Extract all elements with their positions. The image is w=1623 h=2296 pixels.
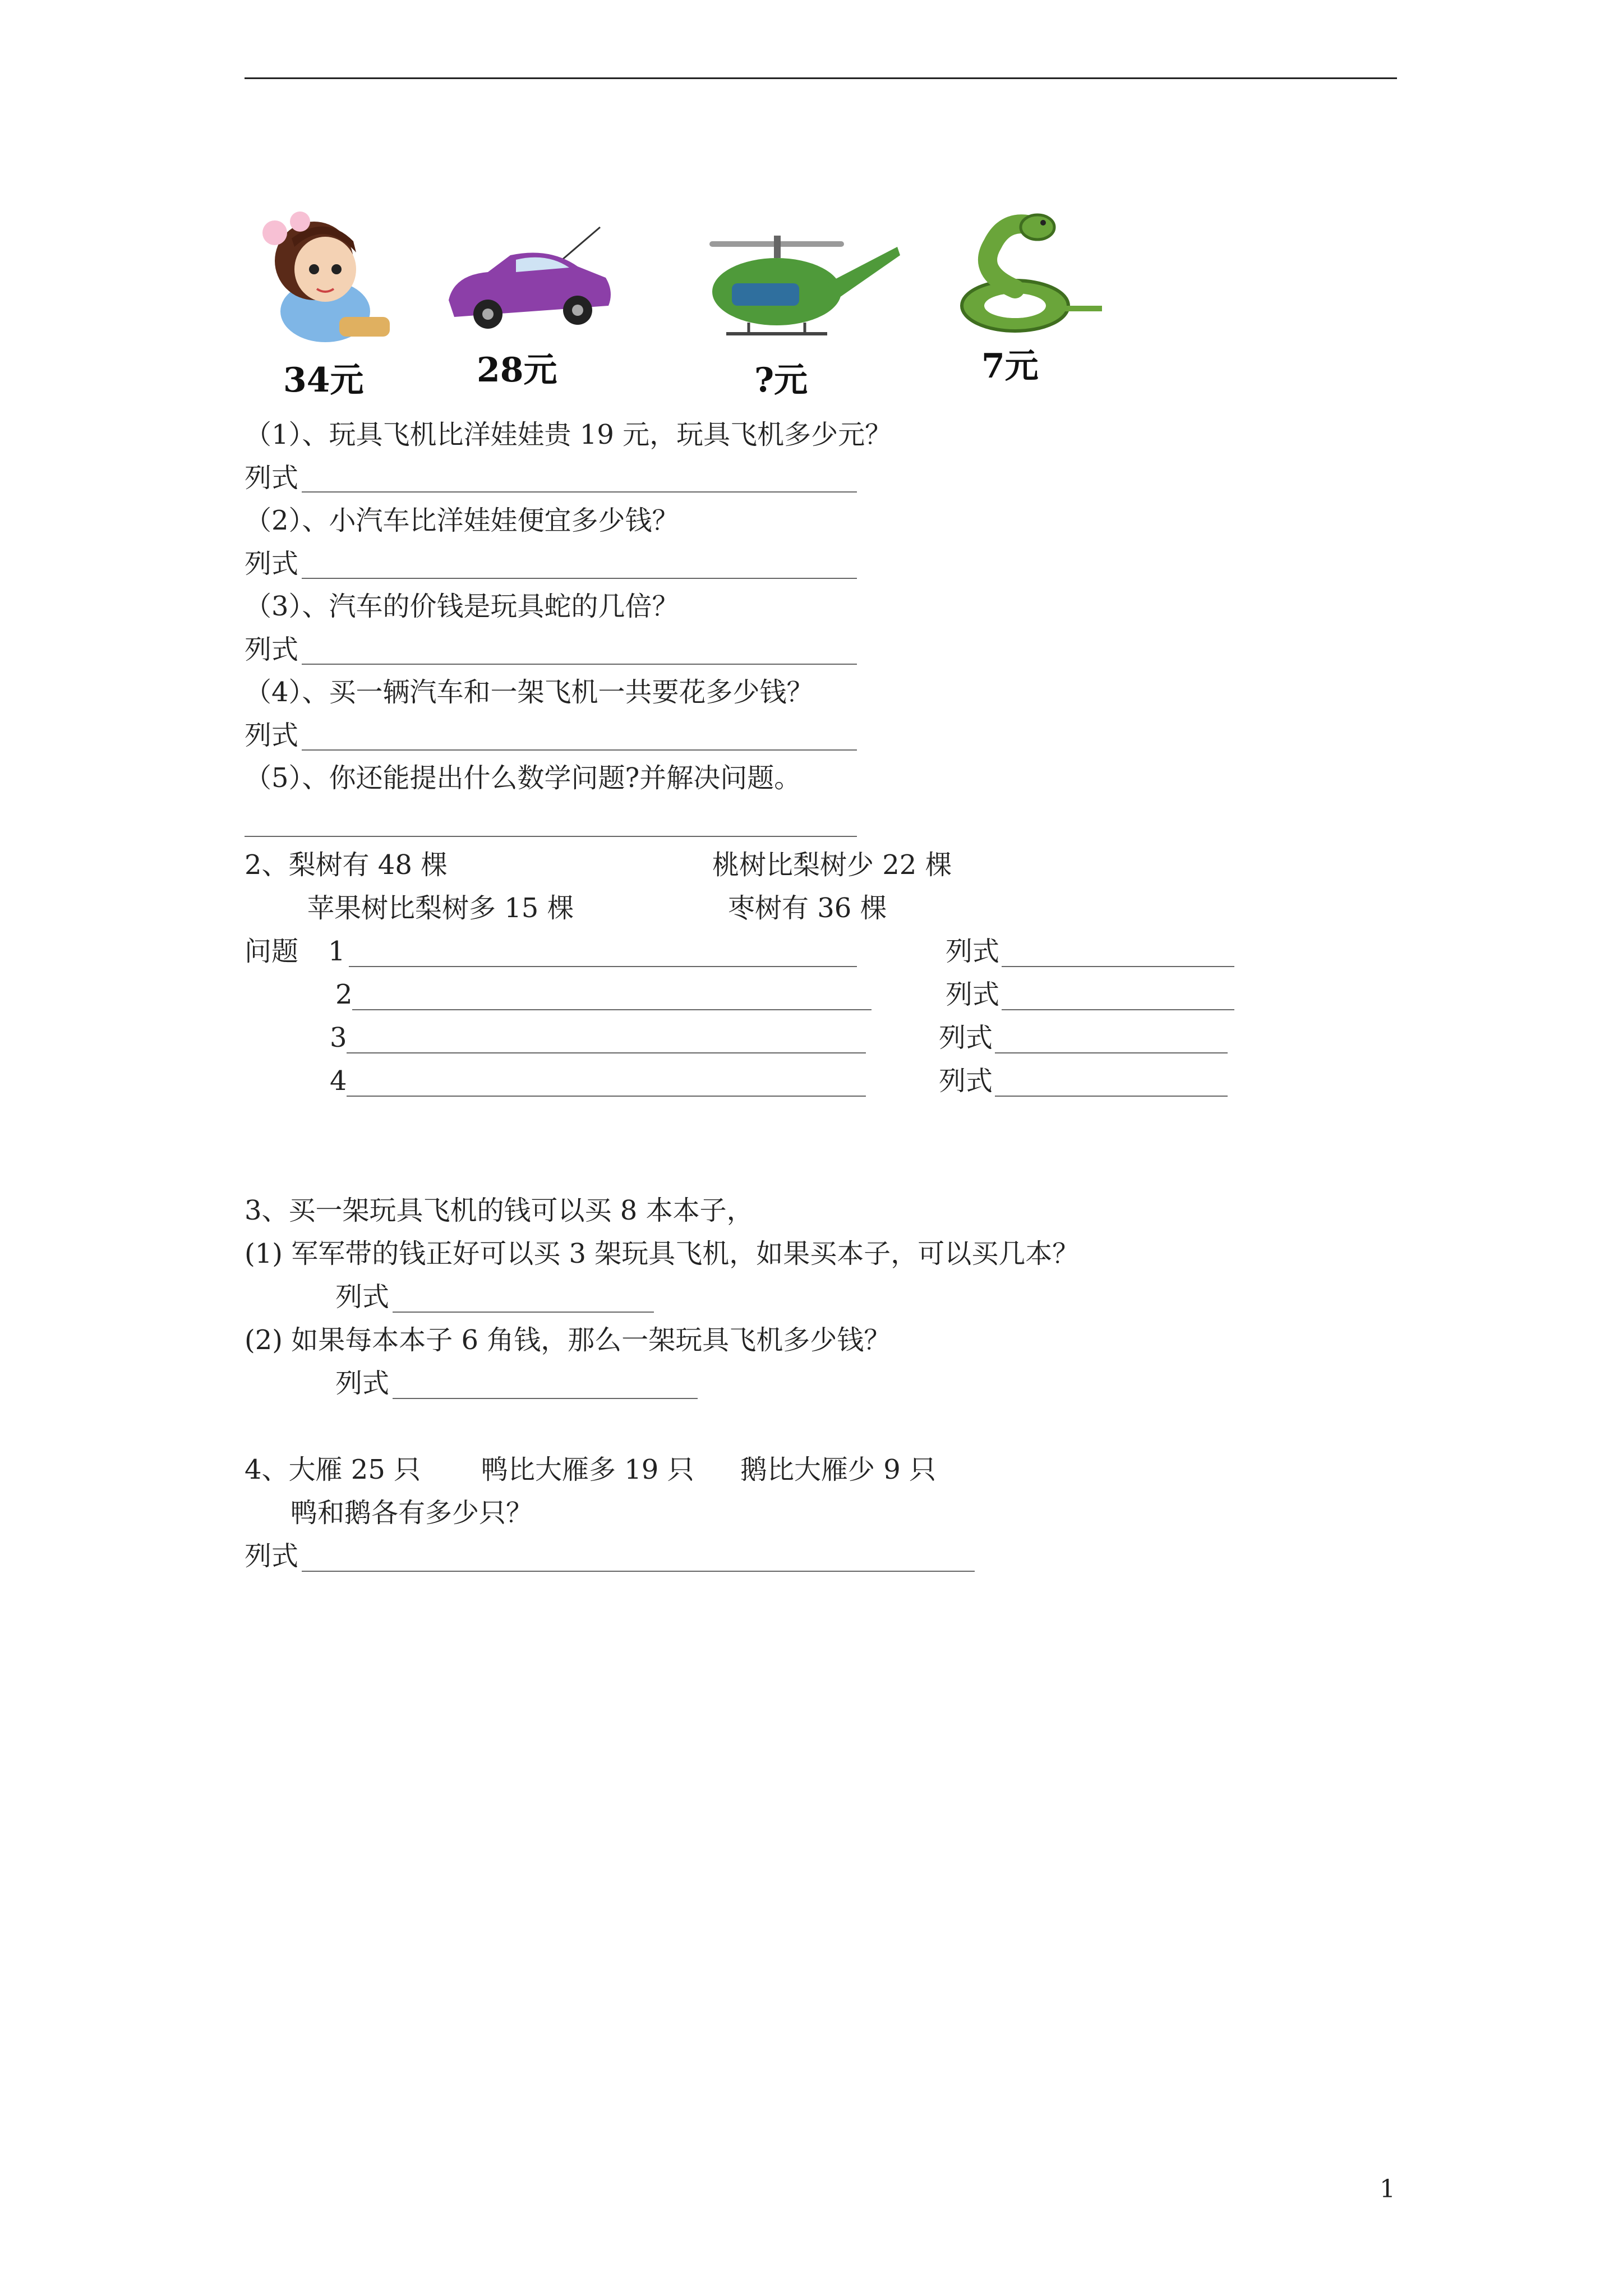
q2-answer-label-1: 列式 (946, 936, 1000, 967)
car-icon (437, 222, 617, 345)
q2-jujube: 枣树有 36 棵 (728, 892, 887, 924)
q1-answer-line-3[interactable] (302, 664, 857, 665)
q2-number-2: 2 (335, 979, 353, 1010)
q2-question-line-2[interactable] (352, 1009, 872, 1010)
q2-answer-line-4[interactable] (995, 1096, 1228, 1097)
q2-answer-line-1[interactable] (1002, 966, 1234, 967)
q1-answer-label-2: 列式 (245, 548, 299, 579)
q4-answer-line[interactable] (302, 1571, 975, 1572)
q2-answer-label-3: 列式 (939, 1022, 993, 1053)
q2-answer-label-4: 列式 (939, 1065, 993, 1097)
doll-picture (241, 208, 398, 348)
q2-apple: 苹果树比梨树多 15 棵 (307, 892, 574, 924)
q4-question: 鸭和鹅各有多少只？ (291, 1497, 533, 1529)
q1-answer-line-2[interactable] (302, 578, 857, 579)
q3-sub1-line[interactable] (393, 1312, 654, 1313)
q2-number-4: 4 (330, 1065, 347, 1097)
q2-pear: 2、梨树有 48 棵 (245, 849, 448, 881)
q2-answer-label-2: 列式 (946, 979, 1000, 1010)
q2-question-line-4[interactable] (347, 1096, 866, 1097)
doll-price: 34元 (283, 361, 364, 400)
snake-price: 7元 (981, 347, 1039, 386)
q1-answer-line-4[interactable] (302, 749, 857, 751)
q3-sub2: (2) 如果每本本子 6 角钱，那么一架玩具飞机多少钱？ (245, 1324, 891, 1356)
q1-answer-label-1: 列式 (245, 462, 299, 494)
helicopter-picture (698, 230, 906, 353)
q4-geese: 4、大雁 25 只 (245, 1454, 421, 1485)
q4-answer-label: 列式 (245, 1540, 299, 1572)
car-picture (437, 222, 617, 345)
q3-sub1-label: 列式 (335, 1281, 390, 1313)
q2-question-label: 问题 (245, 936, 299, 967)
q1-answer-label-4: 列式 (245, 720, 299, 751)
q4-ducks: 鸭比大雁多 19 只 (481, 1454, 694, 1485)
q3-sub2-line[interactable] (393, 1398, 698, 1399)
doll-icon (241, 208, 398, 348)
q1-item-4: （4）、买一辆汽车和一架飞机一共要花多少钱？ (245, 677, 814, 708)
q2-peach: 桃树比梨树少 22 棵 (712, 849, 952, 881)
q1-answer-line-1[interactable] (302, 491, 857, 493)
q2-number-1: 1 (328, 936, 345, 967)
q2-question-line-3[interactable] (347, 1052, 866, 1053)
q1-item-2: （2）、小汽车比洋娃娃便宜多少钱？ (245, 505, 679, 536)
snake-picture (953, 205, 1110, 339)
q3-sub2-label: 列式 (335, 1368, 390, 1399)
header-rule (245, 77, 1397, 79)
helicopter-price: ?元 (754, 361, 808, 400)
snake-icon (953, 205, 1110, 339)
q1-answer-label-3: 列式 (245, 634, 299, 665)
q4-goose: 鹅比大雁少 9 只 (740, 1454, 937, 1485)
q1-item-3: （3）、汽车的价钱是玩具蛇的几倍？ (245, 591, 679, 622)
helicopter-icon (698, 230, 906, 353)
q2-answer-line-3[interactable] (995, 1052, 1228, 1053)
q1-answer-line-5[interactable] (245, 836, 857, 837)
car-price: 28元 (477, 351, 557, 390)
q2-number-3: 3 (330, 1022, 347, 1053)
q3-sub1: (1) 军军带的钱正好可以买 3 架玩具飞机，如果买本子，可以买几本？ (245, 1238, 1080, 1269)
q2-question-line-1[interactable] (349, 966, 857, 967)
page-number: 1 (1380, 2175, 1395, 2203)
q2-answer-line-2[interactable] (1002, 1009, 1234, 1010)
q1-item-5: （5）、你还能提出什么数学问题?并解决问题。 (245, 762, 801, 794)
q3-title: 3、买一架玩具飞机的钱可以买 8 本本子， (245, 1195, 754, 1226)
q1-item-1: （1）、玩具飞机比洋娃娃贵 19 元，玩具飞机多少元？ (245, 419, 892, 450)
